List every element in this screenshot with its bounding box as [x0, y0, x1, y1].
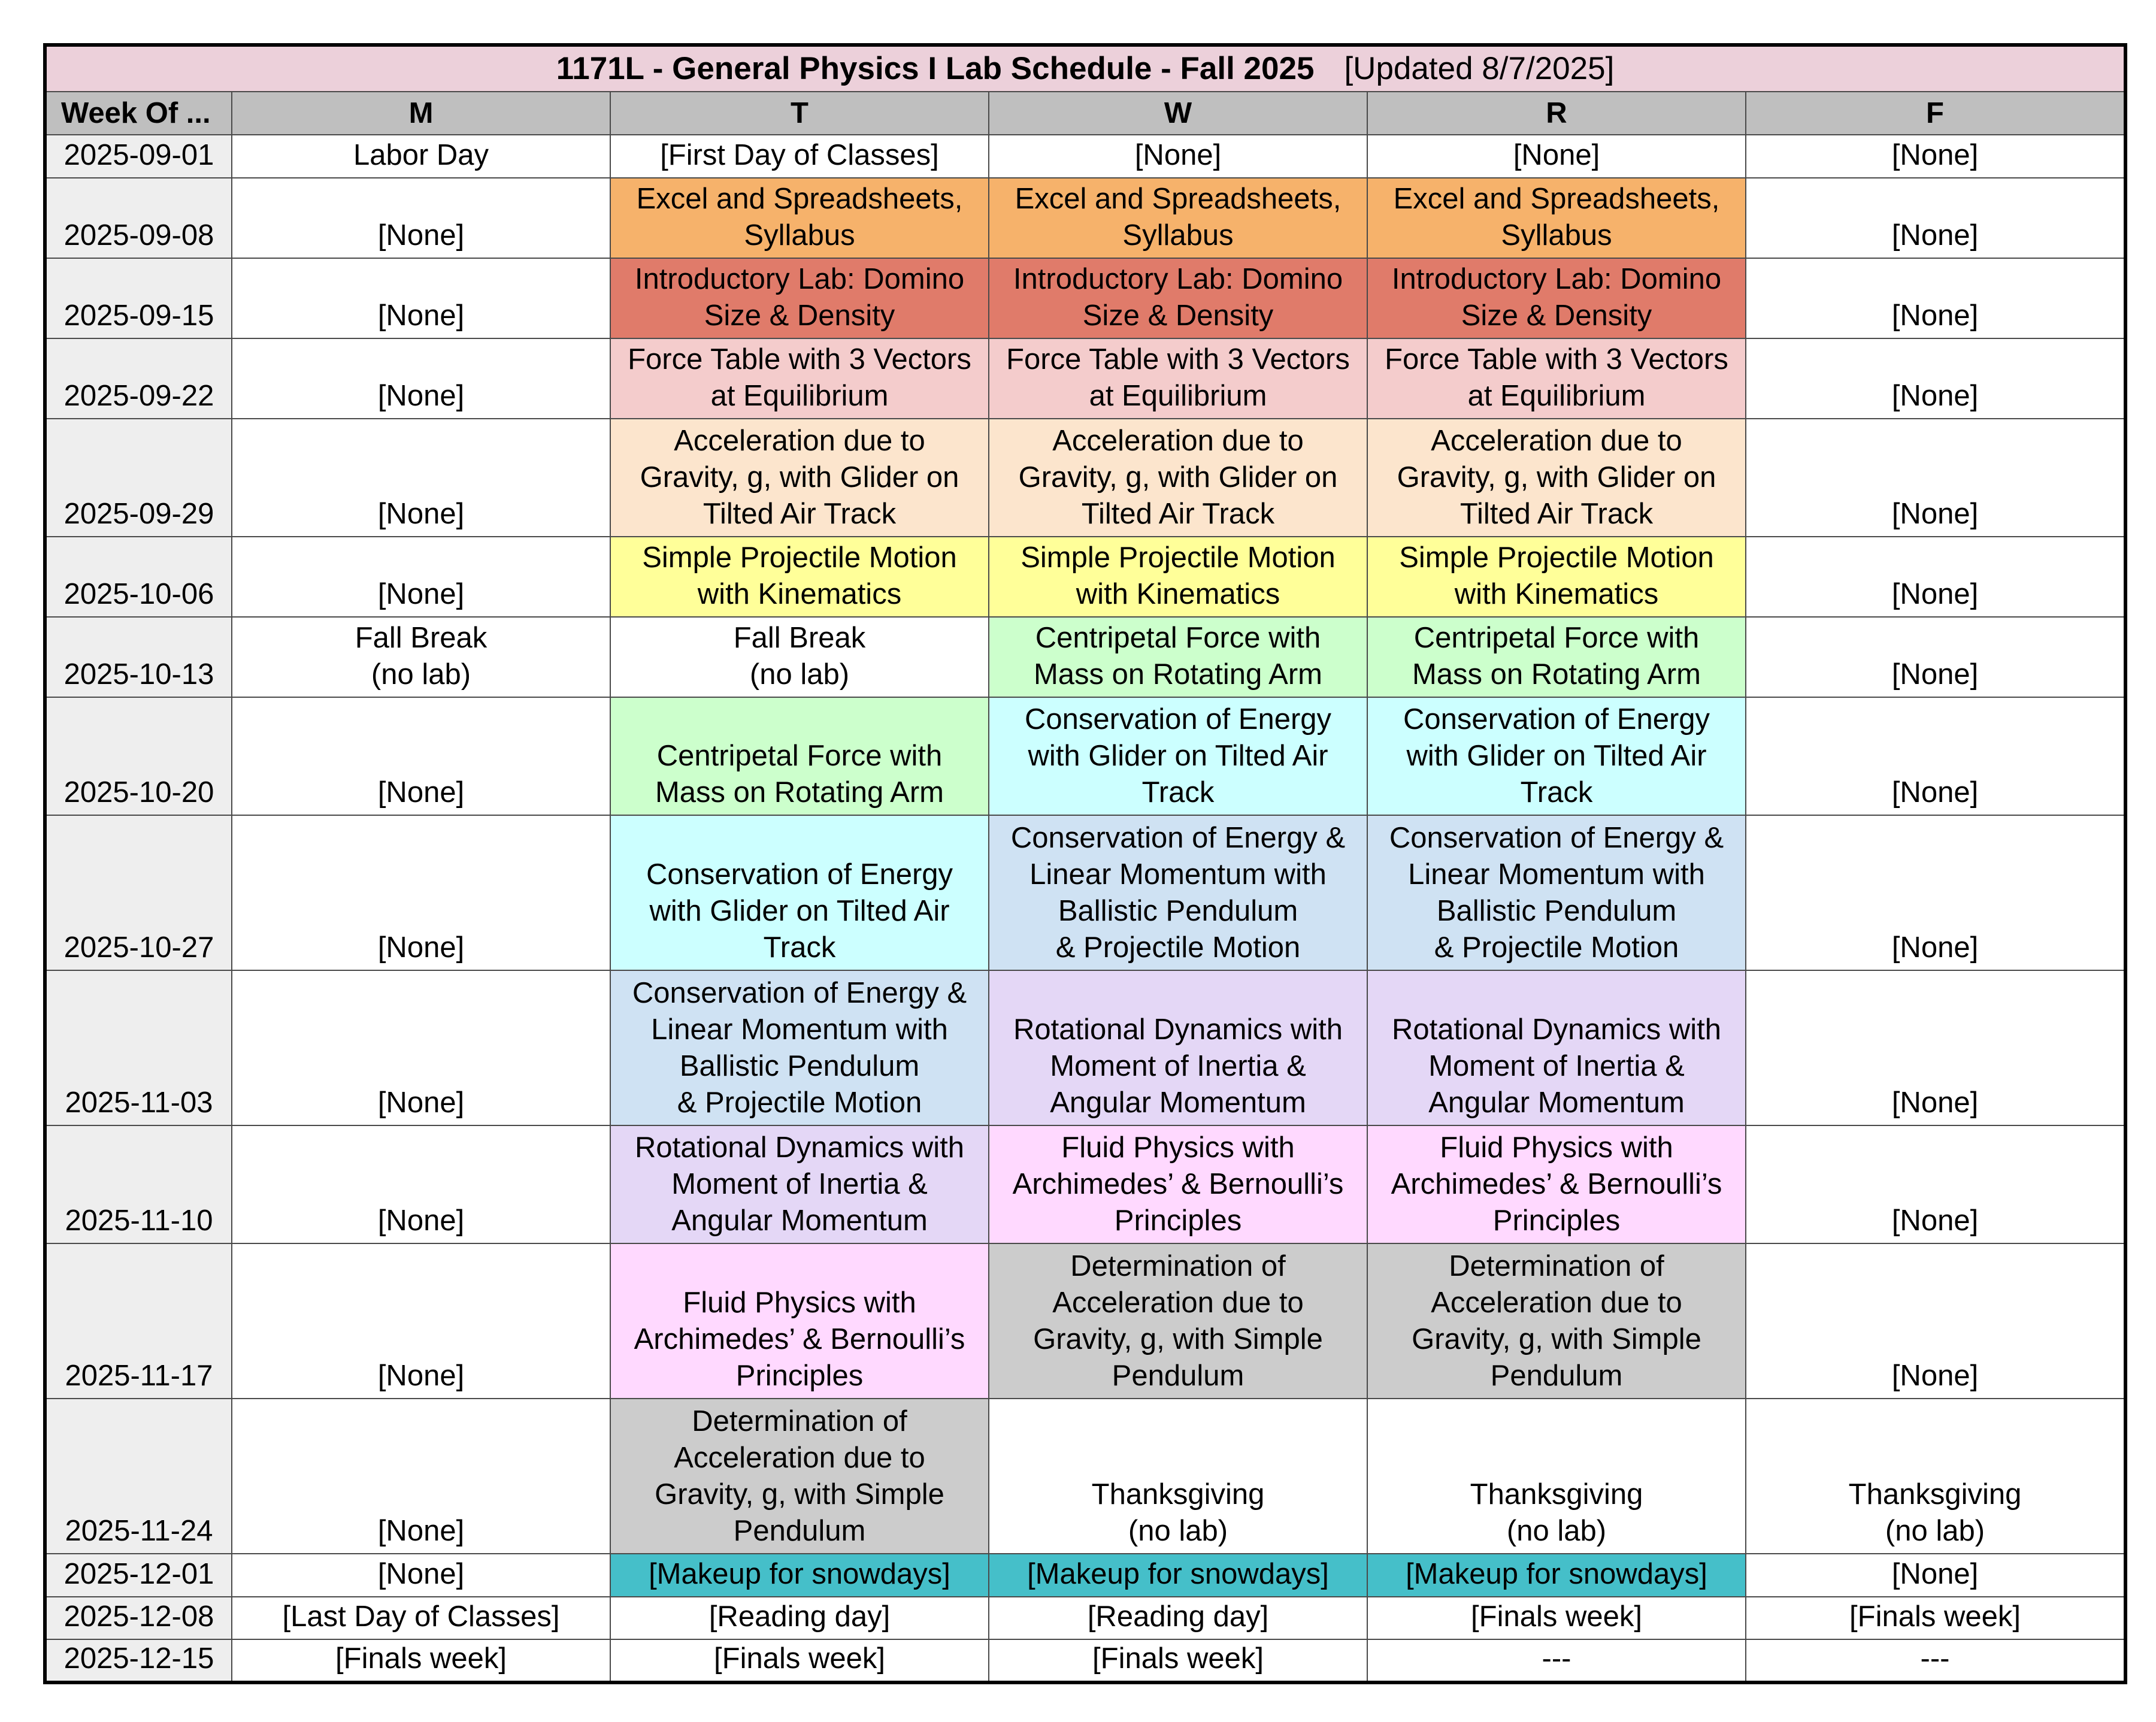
cell-text-line: Introductory Lab: Domino: [634, 262, 965, 295]
cell-text-line: [None]: [1891, 1204, 1979, 1237]
week-date-cell: 2025-10-06: [45, 537, 232, 617]
schedule-cell-wednesday: [989, 1554, 1367, 1597]
cell-text-line: [None]: [377, 1515, 465, 1548]
schedule-body: [45, 135, 2125, 1682]
column-header-wednesday: W: [989, 92, 1367, 135]
schedule-cell-friday: [1746, 1639, 2125, 1682]
cell-text-line: with Glider on Tilted Air: [1028, 739, 1328, 772]
week-date-cell: 2025-09-01: [45, 135, 232, 178]
schedule-cell-friday: [1746, 178, 2125, 258]
cell-text-line: Introductory Lab: Domino: [1391, 262, 1722, 295]
cell-text-line: [None]: [377, 1359, 465, 1392]
schedule-cell-wednesday: [989, 419, 1367, 537]
week-date-cell: 2025-12-15: [45, 1639, 232, 1682]
schedule-cell-friday: [1746, 258, 2125, 338]
schedule-cell-tuesday: [610, 537, 989, 617]
schedule-cell-wednesday: [989, 970, 1367, 1125]
week-date-cell: 2025-12-08: [45, 1597, 232, 1640]
schedule-cell-wednesday: [989, 537, 1367, 617]
schedule-cell-thursday: [1367, 697, 1746, 815]
schedule-cell-thursday: [1367, 815, 1746, 970]
cell-text-line: [Reading day]: [708, 1600, 891, 1633]
cell-text-line: [Makeup for snowdays]: [649, 1557, 950, 1590]
schedule-cell-friday: [1746, 1399, 2125, 1554]
cell-text-line: [None]: [1513, 138, 1600, 171]
schedule-cell-wednesday: [989, 1125, 1367, 1243]
cell-text-line: Determination of: [1070, 1249, 1286, 1282]
schedule-cell-monday: [232, 419, 610, 537]
cell-text-line: [Makeup for snowdays]: [1027, 1557, 1329, 1590]
cell-text-line: Rotational Dynamics with: [1013, 1013, 1343, 1046]
column-header-monday: M: [232, 92, 610, 135]
schedule-cell-thursday: [1367, 1597, 1746, 1640]
cell-text-line: Pendulum: [733, 1515, 866, 1548]
cell-text-line: with Kinematics: [697, 577, 902, 610]
cell-text-line: [None]: [1134, 138, 1222, 171]
cell-text-line: [None]: [377, 577, 465, 610]
schedule-cell-friday: [1746, 697, 2125, 815]
cell-text-line: Moment of Inertia &: [671, 1167, 928, 1200]
cell-text-line: at Equilibrium: [1089, 380, 1267, 413]
cell-text-line: Force Table with 3 Vectors: [1006, 343, 1350, 376]
schedule-title: 1171L - General Physics I Lab Schedule - Fall 2025: [556, 51, 1315, 86]
schedule-cell-friday: [1746, 338, 2125, 419]
schedule-cell-wednesday: [989, 1597, 1367, 1640]
schedule-cell-tuesday: [610, 815, 989, 970]
week-date-cell: 2025-11-17: [45, 1243, 232, 1399]
schedule-cell-monday: [232, 338, 610, 419]
cell-text-line: Tilted Air Track: [1081, 497, 1275, 530]
table-row: [45, 970, 2125, 1125]
schedule-cell-friday: [1746, 970, 2125, 1125]
cell-text-line: Pendulum: [1490, 1359, 1623, 1392]
cell-text-line: [Finals week]: [1849, 1600, 2021, 1633]
week-date-cell: 2025-11-03: [45, 970, 232, 1125]
cell-text-line: Fluid Physics with: [1061, 1131, 1295, 1164]
cell-text-line: [Finals week]: [1092, 1642, 1264, 1675]
cell-text-line: & Projectile Motion: [677, 1087, 922, 1119]
schedule-cell-monday: [232, 1399, 610, 1554]
cell-text-line: at Equilibrium: [710, 380, 889, 413]
title-row: [45, 45, 2125, 92]
schedule-cell-friday: [1746, 617, 2125, 697]
cell-text-line: [None]: [377, 1557, 465, 1590]
cell-text-line: Gravity, g, with Simple: [1412, 1322, 1701, 1355]
cell-text-line: Ballistic Pendulum: [1058, 894, 1298, 927]
schedule-cell-tuesday: [610, 1597, 989, 1640]
cell-text-line: [Makeup for snowdays]: [1406, 1557, 1707, 1590]
schedule-cell-monday: [232, 1597, 610, 1640]
cell-text-line: Gravity, g, with Glider on: [1397, 461, 1716, 494]
cell-text-line: ---: [1542, 1642, 1571, 1675]
cell-text-line: Conservation of Energy &: [1389, 821, 1724, 854]
cell-text-line: Determination of: [1449, 1249, 1664, 1282]
cell-text-line: Labor Day: [353, 138, 489, 171]
schedule-cell-thursday: [1367, 1399, 1746, 1554]
cell-text-line: Thanksgiving: [1848, 1478, 2022, 1511]
schedule-cell-thursday: [1367, 537, 1746, 617]
cell-text-line: & Projectile Motion: [1055, 931, 1301, 964]
cell-text-line: with Kinematics: [1454, 577, 1659, 610]
schedule-cell-wednesday: [989, 697, 1367, 815]
schedule-cell-wednesday: [989, 815, 1367, 970]
cell-text-line: Thanksgiving: [1091, 1478, 1265, 1511]
cell-text-line: Centripetal Force with: [656, 739, 943, 772]
schedule-cell-monday: [232, 1554, 610, 1597]
cell-text-line: Excel and Spreadsheets,: [636, 182, 963, 215]
cell-text-line: Excel and Spreadsheets,: [1393, 182, 1720, 215]
cell-text-line: [None]: [1891, 299, 1979, 332]
cell-text-line: [None]: [1891, 219, 1979, 252]
table-row: [45, 1639, 2125, 1682]
header-row: [45, 92, 2125, 135]
cell-text-line: [Last Day of Classes]: [282, 1600, 560, 1633]
week-date-cell: 2025-12-01: [45, 1554, 232, 1597]
cell-text-line: Archimedes’ & Bernoulli’s: [1012, 1167, 1344, 1200]
cell-text-line: Mass on Rotating Arm: [1412, 658, 1701, 691]
schedule-cell-monday: [232, 1243, 610, 1399]
cell-text-line: Linear Momentum with: [1408, 858, 1705, 891]
table-row: [45, 419, 2125, 537]
cell-text-line: Simple Projectile Motion: [1399, 541, 1714, 574]
schedule-cell-friday: [1746, 1597, 2125, 1640]
table-row: [45, 1399, 2125, 1554]
cell-text-line: Ballistic Pendulum: [679, 1050, 920, 1083]
table-row: [45, 258, 2125, 338]
schedule-cell-tuesday: [610, 338, 989, 419]
schedule-cell-tuesday: [610, 1554, 989, 1597]
cell-text-line: Tilted Air Track: [702, 497, 897, 530]
cell-text-line: [Finals week]: [714, 1642, 885, 1675]
cell-text-line: [Reading day]: [1087, 1600, 1269, 1633]
week-date-cell: 2025-10-13: [45, 617, 232, 697]
cell-text-line: Fluid Physics with: [683, 1286, 916, 1319]
table-row: [45, 815, 2125, 970]
schedule-cell-tuesday: [610, 970, 989, 1125]
cell-text-line: with Kinematics: [1076, 577, 1280, 610]
schedule-cell-thursday: [1367, 258, 1746, 338]
cell-text-line: Force Table with 3 Vectors: [628, 343, 971, 376]
cell-text-line: Fall Break: [733, 621, 866, 654]
table-row: [45, 697, 2125, 815]
cell-text-line: [None]: [377, 1204, 465, 1237]
table-row: [45, 1125, 2125, 1243]
cell-text-line: Gravity, g, with Simple: [655, 1478, 944, 1511]
week-date-cell: 2025-09-15: [45, 258, 232, 338]
schedule-cell-thursday: [1367, 1125, 1746, 1243]
table-row: [45, 1243, 2125, 1399]
schedule-cell-wednesday: [989, 135, 1367, 178]
cell-text-line: Acceleration due to: [1052, 1286, 1304, 1319]
cell-text-line: Syllabus: [744, 219, 855, 252]
cell-text-line: Archimedes’ & Bernoulli’s: [634, 1322, 965, 1355]
cell-text-line: Acceleration due to: [674, 424, 925, 457]
cell-text-line: Linear Momentum with: [1029, 858, 1327, 891]
column-header-tuesday: T: [610, 92, 989, 135]
cell-text-line: Acceleration due to: [1052, 424, 1304, 457]
cell-text-line: Gravity, g, with Glider on: [1018, 461, 1338, 494]
cell-text-line: Determination of: [692, 1405, 907, 1438]
cell-text-line: with Glider on Tilted Air: [649, 894, 950, 927]
schedule-cell-thursday: [1367, 1243, 1746, 1399]
cell-text-line: [None]: [377, 931, 465, 964]
schedule-cell-wednesday: [989, 338, 1367, 419]
cell-text-line: [None]: [1891, 380, 1979, 413]
cell-text-line: [None]: [1891, 138, 1979, 171]
cell-text-line: Moment of Inertia &: [1428, 1050, 1685, 1083]
schedule-cell-monday: [232, 697, 610, 815]
cell-text-line: Track: [1520, 776, 1593, 809]
cell-text-line: Moment of Inertia &: [1050, 1050, 1306, 1083]
table-row: [45, 1597, 2125, 1640]
cell-text-line: (no lab): [749, 658, 850, 691]
table-row: [45, 178, 2125, 258]
cell-text-line: Fluid Physics with: [1440, 1131, 1673, 1164]
schedule-cell-monday: [232, 135, 610, 178]
cell-text-line: [Finals week]: [1471, 1600, 1642, 1633]
cell-text-line: Fall Break: [355, 621, 487, 654]
schedule-cell-tuesday: [610, 419, 989, 537]
cell-text-line: Syllabus: [1501, 219, 1612, 252]
cell-text-line: [None]: [1891, 776, 1979, 809]
cell-text-line: Conservation of Energy: [1024, 703, 1332, 736]
cell-text-line: Introductory Lab: Domino: [1013, 262, 1343, 295]
cell-text-line: Simple Projectile Motion: [642, 541, 957, 574]
schedule-cell-thursday: [1367, 1639, 1746, 1682]
schedule-cell-monday: [232, 258, 610, 338]
table-row: [45, 338, 2125, 419]
cell-text-line: [None]: [377, 299, 465, 332]
cell-text-line: Angular Momentum: [1050, 1087, 1306, 1119]
schedule-cell-thursday: [1367, 1554, 1746, 1597]
cell-text-line: Pendulum: [1112, 1359, 1244, 1392]
cell-text-line: [None]: [1891, 1359, 1979, 1392]
cell-text-line: Size & Density: [704, 299, 895, 332]
cell-text-line: [None]: [377, 1087, 465, 1119]
column-header-week: Week Of ...: [45, 92, 232, 135]
schedule-cell-thursday: [1367, 338, 1746, 419]
schedule-cell-wednesday: [989, 1399, 1367, 1554]
cell-text-line: Principles: [1492, 1204, 1621, 1237]
week-date-cell: 2025-11-24: [45, 1399, 232, 1554]
schedule-cell-monday: [232, 537, 610, 617]
schedule-cell-tuesday: [610, 1125, 989, 1243]
lab-schedule-table: [43, 43, 2127, 1684]
cell-text-line: Size & Density: [1461, 299, 1652, 332]
schedule-cell-monday: [232, 617, 610, 697]
cell-text-line: Mass on Rotating Arm: [1033, 658, 1323, 691]
cell-text-line: Linear Momentum with: [651, 1013, 948, 1046]
cell-text-line: (no lab): [1885, 1515, 1985, 1548]
cell-text-line: (no lab): [371, 658, 471, 691]
schedule-cell-friday: [1746, 1554, 2125, 1597]
cell-text-line: [First Day of Classes]: [660, 138, 939, 171]
cell-text-line: Track: [763, 931, 836, 964]
cell-text-line: Principles: [735, 1359, 864, 1392]
cell-text-line: Size & Density: [1082, 299, 1274, 332]
schedule-cell-thursday: [1367, 178, 1746, 258]
week-date-cell: 2025-10-20: [45, 697, 232, 815]
table-row: [45, 537, 2125, 617]
schedule-cell-thursday: [1367, 970, 1746, 1125]
updated-date: [Updated 8/7/2025]: [1344, 51, 1615, 86]
cell-text-line: Syllabus: [1122, 219, 1234, 252]
cell-text-line: Conservation of Energy: [1403, 703, 1710, 736]
schedule-cell-monday: [232, 178, 610, 258]
cell-text-line: Rotational Dynamics with: [634, 1131, 965, 1164]
cell-text-line: Thanksgiving: [1470, 1478, 1643, 1511]
cell-text-line: Track: [1141, 776, 1215, 809]
schedule-cell-monday: [232, 815, 610, 970]
schedule-cell-tuesday: [610, 1243, 989, 1399]
cell-text-line: ---: [1920, 1642, 1950, 1675]
schedule-cell-thursday: [1367, 617, 1746, 697]
schedule-cell-friday: [1746, 537, 2125, 617]
schedule-cell-tuesday: [610, 178, 989, 258]
column-header-friday: F: [1746, 92, 2125, 135]
cell-text-line: Archimedes’ & Bernoulli’s: [1391, 1167, 1722, 1200]
cell-text-line: Gravity, g, with Simple: [1033, 1322, 1323, 1355]
cell-text-line: [None]: [1891, 1557, 1979, 1590]
schedule-cell-thursday: [1367, 135, 1746, 178]
cell-text-line: Conservation of Energy: [646, 858, 953, 891]
cell-text-line: Force Table with 3 Vectors: [1385, 343, 1728, 376]
table-row: [45, 135, 2125, 178]
schedule-cell-wednesday: [989, 1639, 1367, 1682]
cell-text-line: Conservation of Energy &: [632, 977, 967, 1010]
cell-text-line: [None]: [1891, 658, 1979, 691]
week-date-cell: 2025-11-10: [45, 1125, 232, 1243]
cell-text-line: [None]: [377, 380, 465, 413]
schedule-cell-wednesday: [989, 258, 1367, 338]
schedule-cell-tuesday: [610, 258, 989, 338]
cell-text-line: Conservation of Energy &: [1010, 821, 1346, 854]
cell-text-line: Acceleration due to: [674, 1442, 925, 1475]
cell-text-line: Gravity, g, with Glider on: [640, 461, 959, 494]
schedule-cell-friday: [1746, 419, 2125, 537]
schedule-cell-monday: [232, 1639, 610, 1682]
cell-text-line: [None]: [377, 219, 465, 252]
cell-text-line: [None]: [1891, 931, 1979, 964]
week-date-cell: 2025-09-29: [45, 419, 232, 537]
week-date-cell: 2025-09-22: [45, 338, 232, 419]
schedule-cell-friday: [1746, 1243, 2125, 1399]
cell-text-line: Tilted Air Track: [1459, 497, 1654, 530]
schedule-cell-wednesday: [989, 178, 1367, 258]
schedule-cell-friday: [1746, 135, 2125, 178]
cell-text-line: Acceleration due to: [1431, 424, 1682, 457]
cell-text-line: Angular Momentum: [1428, 1087, 1685, 1119]
schedule-cell-tuesday: [610, 1639, 989, 1682]
cell-text-line: [None]: [377, 497, 465, 530]
cell-text-line: Mass on Rotating Arm: [655, 776, 944, 809]
schedule-cell-thursday: [1367, 419, 1746, 537]
schedule-cell-tuesday: [610, 1399, 989, 1554]
cell-text-line: Excel and Spreadsheets,: [1015, 182, 1342, 215]
week-date-cell: 2025-10-27: [45, 815, 232, 970]
cell-text-line: [None]: [1891, 497, 1979, 530]
cell-text-line: Simple Projectile Motion: [1021, 541, 1336, 574]
cell-text-line: Angular Momentum: [671, 1204, 928, 1237]
cell-text-line: Ballistic Pendulum: [1436, 894, 1677, 927]
schedule-cell-monday: [232, 970, 610, 1125]
schedule-cell-wednesday: [989, 617, 1367, 697]
cell-text-line: [None]: [377, 776, 465, 809]
schedule-cell-monday: [232, 1125, 610, 1243]
table-row: [45, 617, 2125, 697]
cell-text-line: [None]: [1891, 1087, 1979, 1119]
schedule-cell-tuesday: [610, 135, 989, 178]
cell-text-line: (no lab): [1506, 1515, 1607, 1548]
schedule-cell-tuesday: [610, 617, 989, 697]
schedule-cell-tuesday: [610, 697, 989, 815]
table-title: [45, 45, 2125, 92]
cell-text-line: [Finals week]: [335, 1642, 507, 1675]
column-header-thursday: R: [1367, 92, 1746, 135]
cell-text-line: at Equilibrium: [1467, 380, 1646, 413]
cell-text-line: Principles: [1114, 1204, 1242, 1237]
cell-text-line: Centripetal Force with: [1035, 621, 1321, 654]
cell-text-line: Rotational Dynamics with: [1391, 1013, 1722, 1046]
cell-text-line: [None]: [1891, 577, 1979, 610]
table-row: [45, 1554, 2125, 1597]
schedule-cell-friday: [1746, 1125, 2125, 1243]
schedule-cell-wednesday: [989, 1243, 1367, 1399]
cell-text-line: with Glider on Tilted Air: [1406, 739, 1707, 772]
week-date-cell: 2025-09-08: [45, 178, 232, 258]
cell-text-line: Acceleration due to: [1431, 1286, 1682, 1319]
schedule-cell-friday: [1746, 815, 2125, 970]
cell-text-line: Centripetal Force with: [1413, 621, 1700, 654]
cell-text-line: & Projectile Motion: [1434, 931, 1679, 964]
cell-text-line: (no lab): [1128, 1515, 1228, 1548]
